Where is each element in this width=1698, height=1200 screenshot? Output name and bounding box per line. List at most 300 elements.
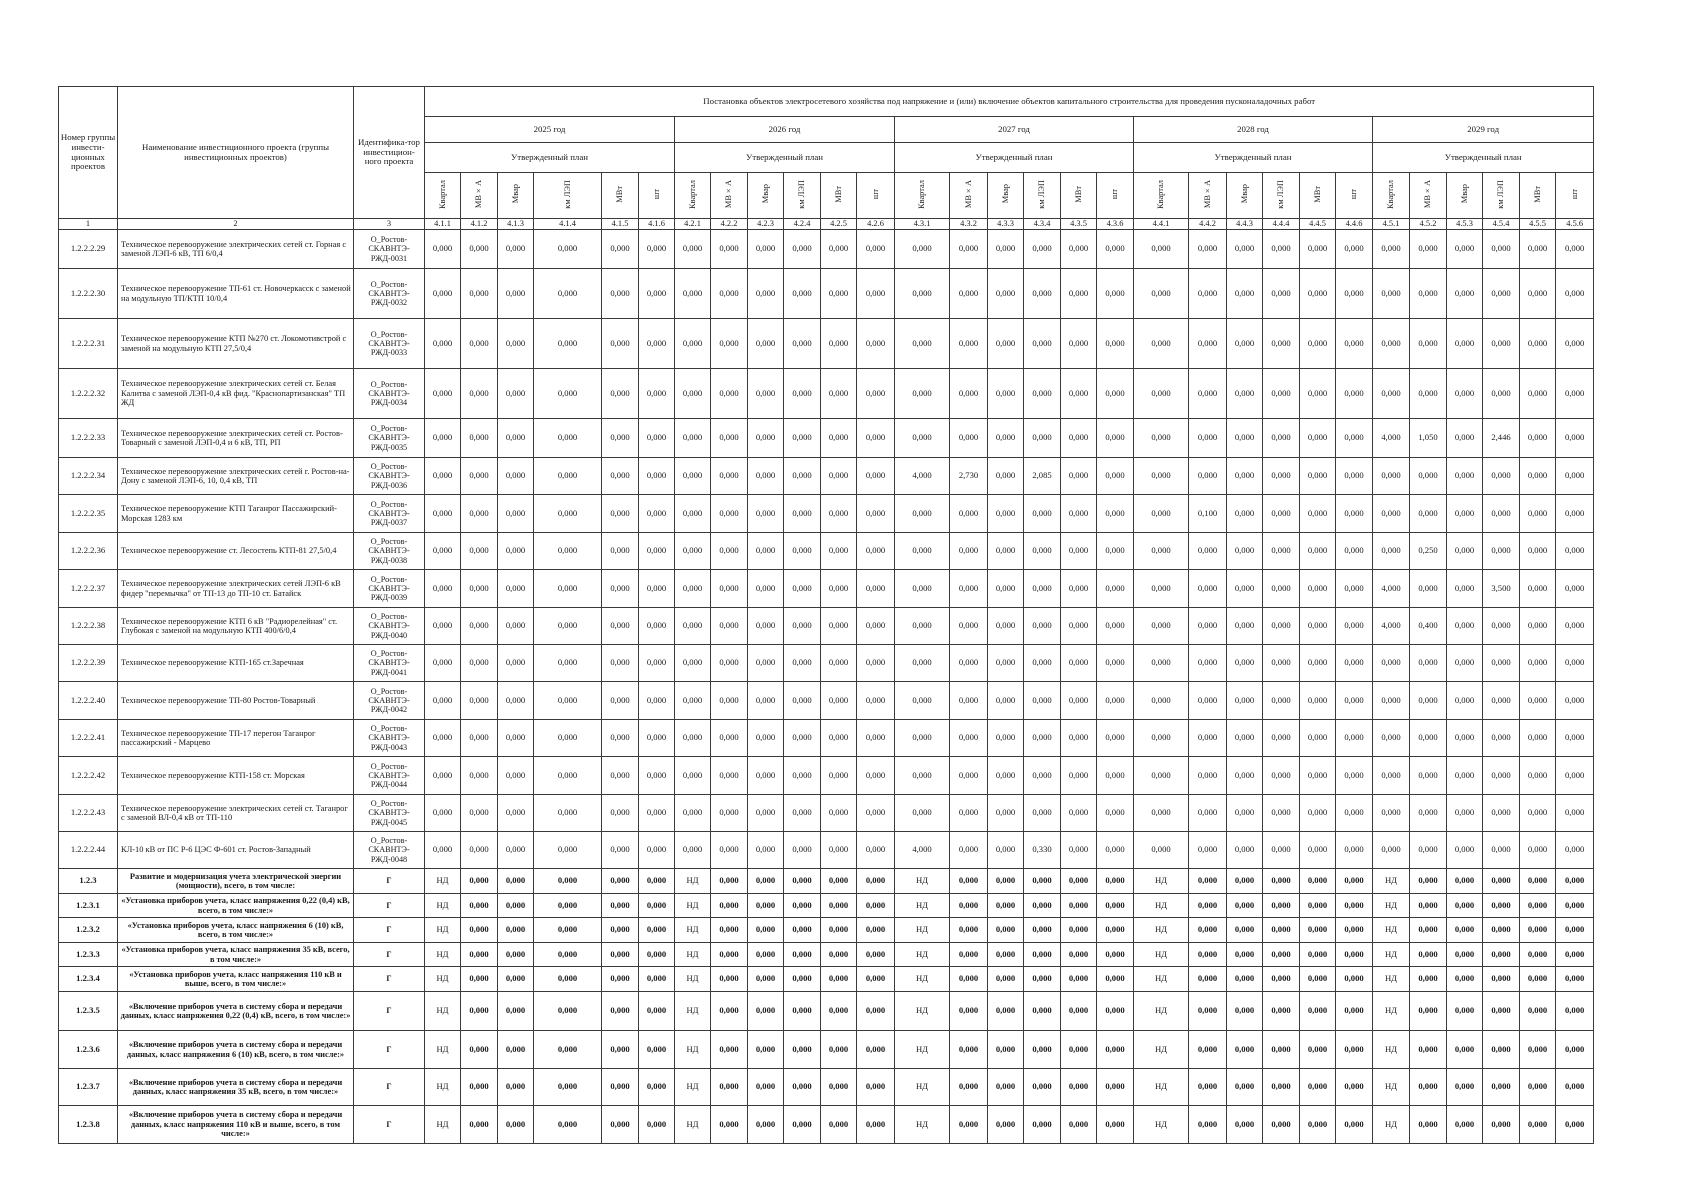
value-cell: 0,000: [1097, 894, 1134, 918]
value-cell: 0,000: [711, 533, 748, 570]
value-cell: 0,000: [1024, 869, 1061, 894]
value-cell: 0,000: [1300, 1031, 1336, 1069]
value-cell: 0,000: [988, 795, 1024, 832]
table-row: [59, 458, 1594, 495]
value-cell: 0,000: [1410, 869, 1447, 894]
value-cell: 0,000: [1447, 369, 1483, 419]
value-cell: 0,000: [1061, 570, 1097, 608]
value-cell: 0,000: [1373, 757, 1410, 795]
value-cell: 0,000: [1061, 918, 1097, 943]
value-cell: 0,000: [1024, 757, 1061, 795]
value-cell: 0,000: [1483, 230, 1520, 269]
value-cell: 0,000: [425, 795, 461, 832]
table-row: [59, 894, 1594, 918]
value-cell: 0,000: [821, 1031, 857, 1069]
row-number: 1.2.3.6: [59, 1031, 118, 1069]
value-cell: 0,000: [821, 992, 857, 1031]
value-cell: 0,000: [711, 419, 748, 458]
value-cell: 0,000: [534, 369, 602, 419]
value-cell: 0,000: [425, 682, 461, 720]
value-cell: 0,000: [461, 992, 498, 1031]
value-cell: 0,000: [988, 1106, 1024, 1144]
value-cell: 1,050: [1410, 419, 1447, 458]
value-cell: 0,000: [1097, 369, 1134, 419]
value-cell: 0,000: [534, 608, 602, 645]
value-cell: 0,000: [1336, 369, 1373, 419]
value-cell: 0,000: [1373, 319, 1410, 369]
value-cell: 0,000: [857, 720, 895, 757]
value-cell: НД: [425, 869, 461, 894]
value-cell: 0,000: [1024, 1106, 1061, 1144]
header-plan-label: Утвержденный план: [1373, 143, 1594, 173]
header-subcolumn: [1447, 173, 1483, 219]
value-cell: 0,000: [895, 682, 950, 720]
value-cell: 0,000: [1300, 757, 1336, 795]
value-cell: 0,000: [498, 570, 534, 608]
value-cell: 0,000: [1263, 795, 1300, 832]
value-cell: 0,000: [784, 682, 821, 720]
value-cell: 0,000: [1189, 608, 1227, 645]
value-cell: 0,000: [1227, 992, 1263, 1031]
value-cell: 0,000: [1097, 1069, 1134, 1106]
value-cell: 0,000: [602, 894, 639, 918]
header-subcolumn: [950, 173, 988, 219]
column-number: 4.4.5: [1300, 219, 1336, 230]
value-cell: НД: [675, 1069, 711, 1106]
value-cell: 0,000: [1263, 832, 1300, 869]
value-cell: 0,000: [784, 645, 821, 682]
value-cell: 0,000: [1483, 369, 1520, 419]
value-cell: 0,000: [711, 458, 748, 495]
value-cell: 0,000: [1556, 319, 1594, 369]
header-subcolumn: [1227, 173, 1263, 219]
value-cell: 0,000: [1263, 495, 1300, 533]
value-cell: 0,000: [950, 1031, 988, 1069]
value-cell: 0,000: [1556, 645, 1594, 682]
value-cell: 0,000: [1097, 645, 1134, 682]
value-cell: 0,000: [461, 967, 498, 992]
value-cell: 0,000: [1227, 894, 1263, 918]
value-cell: 0,000: [711, 918, 748, 943]
value-cell: 0,000: [1556, 419, 1594, 458]
value-cell: 0,000: [498, 269, 534, 319]
value-cell: 0,000: [602, 832, 639, 869]
value-cell: 0,000: [1373, 230, 1410, 269]
value-cell: 0,000: [498, 720, 534, 757]
header-subcolumn: [895, 173, 950, 219]
table-row: [59, 943, 1594, 967]
value-cell: 0,000: [1061, 533, 1097, 570]
table-row: [59, 645, 1594, 682]
value-cell: НД: [1134, 869, 1189, 894]
value-cell: 0,000: [988, 495, 1024, 533]
value-cell: 0,000: [1410, 757, 1447, 795]
value-cell: 0,000: [1061, 943, 1097, 967]
value-cell: НД: [425, 992, 461, 1031]
value-cell: 0,000: [1263, 943, 1300, 967]
row-identifier: Г: [354, 943, 425, 967]
value-cell: 0,000: [950, 869, 988, 894]
value-cell: 0,000: [1263, 458, 1300, 495]
row-number: 1.2.2.2.37: [59, 570, 118, 608]
value-cell: 0,000: [425, 230, 461, 269]
value-cell: 0,000: [821, 918, 857, 943]
value-cell: 0,000: [1024, 570, 1061, 608]
value-cell: 0,000: [461, 369, 498, 419]
value-cell: НД: [425, 1069, 461, 1106]
value-cell: 0,000: [425, 832, 461, 869]
header-subcolumn-label: шт: [870, 189, 880, 200]
value-cell: 0,000: [748, 533, 784, 570]
row-project-name: «Установка приборов учета, класс напряжения 35 кВ, всего, в том числе:»: [118, 943, 354, 967]
row-identifier: О_Ростов-СКАВНТЭ-РЖД-0031: [354, 230, 425, 269]
header-subcolumn: [1556, 173, 1594, 219]
value-cell: 0,000: [821, 943, 857, 967]
header-subcolumn-label: МВт: [833, 185, 843, 203]
value-cell: 0,000: [498, 795, 534, 832]
header-subcolumn-label: Квартал: [917, 179, 927, 209]
value-cell: 0,000: [534, 894, 602, 918]
value-cell: 0,000: [639, 1031, 675, 1069]
row-identifier: О_Ростов-СКАВНТЭ-РЖД-0033: [354, 319, 425, 369]
value-cell: 0,000: [1061, 894, 1097, 918]
value-cell: 0,000: [1061, 269, 1097, 319]
value-cell: 0,000: [1556, 832, 1594, 869]
value-cell: 0,000: [639, 645, 675, 682]
value-cell: 0,000: [748, 720, 784, 757]
value-cell: 0,000: [1227, 319, 1263, 369]
value-cell: НД: [675, 918, 711, 943]
value-cell: 0,000: [1189, 458, 1227, 495]
column-number: 4.4.1: [1134, 219, 1189, 230]
value-cell: 0,000: [1336, 608, 1373, 645]
row-identifier: Г: [354, 869, 425, 894]
value-cell: 0,000: [461, 943, 498, 967]
value-cell: 0,000: [821, 894, 857, 918]
value-cell: 0,000: [461, 533, 498, 570]
value-cell: 3,500: [1483, 570, 1520, 608]
value-cell: 0,000: [711, 645, 748, 682]
value-cell: 0,000: [425, 458, 461, 495]
column-number: 4.4.4: [1263, 219, 1300, 230]
column-number: 4.5.3: [1447, 219, 1483, 230]
value-cell: 0,000: [1263, 369, 1300, 419]
value-cell: 0,000: [1336, 419, 1373, 458]
value-cell: 0,000: [1134, 269, 1189, 319]
value-cell: 0,000: [675, 495, 711, 533]
value-cell: 0,000: [1483, 720, 1520, 757]
row-number: 1.2.2.2.38: [59, 608, 118, 645]
value-cell: 0,000: [602, 1106, 639, 1144]
value-cell: 0,000: [1336, 533, 1373, 570]
row-number: 1.2.2.2.33: [59, 419, 118, 458]
value-cell: 0,000: [425, 269, 461, 319]
value-cell: 0,000: [534, 992, 602, 1031]
value-cell: 0,000: [602, 795, 639, 832]
row-project-name: «Включение приборов учета в систему сбора и передачи данных, класс напряжения 6 (10) кВ, всего, в том числе:»: [118, 1031, 354, 1069]
value-cell: 0,000: [1520, 918, 1556, 943]
value-cell: 0,000: [498, 1069, 534, 1106]
value-cell: 0,000: [1097, 1031, 1134, 1069]
value-cell: 0,000: [1520, 943, 1556, 967]
row-project-name: Техническое перевооружение электрических сетей ст. Таганрог с заменой ВЛ-0,4 кВ от ТП-110: [118, 795, 354, 832]
value-cell: 0,000: [461, 918, 498, 943]
value-cell: 0,000: [1447, 419, 1483, 458]
value-cell: 0,000: [1373, 795, 1410, 832]
value-cell: 0,000: [711, 495, 748, 533]
table-row: [59, 869, 1594, 894]
value-cell: 0,000: [534, 533, 602, 570]
value-cell: 0,000: [950, 495, 988, 533]
value-cell: 0,000: [784, 533, 821, 570]
value-cell: 0,000: [1097, 1106, 1134, 1144]
value-cell: 0,000: [1520, 533, 1556, 570]
row-identifier: Г: [354, 1106, 425, 1144]
row-identifier: О_Ростов-СКАВНТЭ-РЖД-0036: [354, 458, 425, 495]
header-subcolumn-label: км ЛЭП: [1496, 179, 1506, 209]
header-subcolumn: [1024, 173, 1061, 219]
value-cell: 0,000: [1447, 230, 1483, 269]
value-cell: 4,000: [1373, 570, 1410, 608]
header-year-2: 2026 год: [675, 117, 895, 143]
value-cell: 0,000: [784, 419, 821, 458]
value-cell: 0,000: [1227, 269, 1263, 319]
value-cell: 0,000: [1447, 1106, 1483, 1144]
table-row: [59, 757, 1594, 795]
value-cell: 0,000: [1300, 1106, 1336, 1144]
value-cell: 0,000: [1189, 419, 1227, 458]
value-cell: 0,000: [1373, 682, 1410, 720]
value-cell: 0,000: [534, 269, 602, 319]
header-subcolumn-label: МВт: [1532, 185, 1542, 203]
value-cell: 0,000: [1520, 1069, 1556, 1106]
value-cell: 0,000: [461, 832, 498, 869]
value-cell: 0,000: [711, 992, 748, 1031]
value-cell: 0,000: [784, 230, 821, 269]
value-cell: 0,000: [639, 967, 675, 992]
value-cell: 0,000: [1134, 645, 1189, 682]
value-cell: 0,000: [784, 319, 821, 369]
value-cell: 0,000: [1447, 894, 1483, 918]
value-cell: 0,000: [1483, 967, 1520, 992]
row-number: 1.2.2.2.40: [59, 682, 118, 720]
value-cell: 0,000: [675, 570, 711, 608]
row-number: 1.2.2.2.43: [59, 795, 118, 832]
value-cell: НД: [1134, 1106, 1189, 1144]
value-cell: 0,000: [748, 458, 784, 495]
value-cell: 0,000: [639, 419, 675, 458]
value-cell: НД: [1134, 1031, 1189, 1069]
value-cell: 0,000: [1227, 1031, 1263, 1069]
value-cell: 0,000: [534, 458, 602, 495]
header-plan-label: Утвержденный план: [675, 143, 895, 173]
value-cell: 0,000: [602, 419, 639, 458]
column-number: 4.3.1: [895, 219, 950, 230]
value-cell: 0,000: [1373, 832, 1410, 869]
value-cell: 0,000: [950, 795, 988, 832]
value-cell: 0,000: [498, 645, 534, 682]
value-cell: НД: [425, 1031, 461, 1069]
value-cell: 0,000: [1300, 495, 1336, 533]
value-cell: 0,000: [784, 720, 821, 757]
value-cell: 0,000: [950, 720, 988, 757]
value-cell: 0,000: [498, 608, 534, 645]
value-cell: 0,000: [498, 458, 534, 495]
value-cell: 0,000: [602, 608, 639, 645]
value-cell: 0,000: [1483, 869, 1520, 894]
column-number: 4.3.6: [1097, 219, 1134, 230]
value-cell: 0,000: [1024, 645, 1061, 682]
value-cell: 0,000: [461, 645, 498, 682]
value-cell: 0,000: [1227, 645, 1263, 682]
header-subcolumn-label: Мвар: [760, 184, 770, 204]
value-cell: 0,000: [1556, 918, 1594, 943]
value-cell: 0,000: [1336, 894, 1373, 918]
value-cell: 0,000: [1336, 645, 1373, 682]
value-cell: 0,000: [461, 720, 498, 757]
value-cell: 0,000: [639, 682, 675, 720]
value-cell: 0,000: [1263, 419, 1300, 458]
value-cell: 0,000: [1134, 458, 1189, 495]
value-cell: 0,000: [988, 682, 1024, 720]
value-cell: 0,000: [534, 832, 602, 869]
value-cell: 0,000: [1556, 795, 1594, 832]
value-cell: 0,000: [1134, 757, 1189, 795]
value-cell: 0,000: [748, 757, 784, 795]
value-cell: 0,000: [988, 918, 1024, 943]
header-subcolumn: [711, 173, 748, 219]
value-cell: 0,000: [1483, 645, 1520, 682]
value-cell: 2,730: [950, 458, 988, 495]
value-cell: 0,000: [1483, 1106, 1520, 1144]
value-cell: 0,000: [534, 1069, 602, 1106]
value-cell: 0,000: [950, 757, 988, 795]
value-cell: 0,000: [1300, 795, 1336, 832]
value-cell: 0,000: [1189, 757, 1227, 795]
value-cell: 0,000: [1189, 720, 1227, 757]
column-number: 4.5.1: [1373, 219, 1410, 230]
value-cell: 0,000: [895, 369, 950, 419]
value-cell: 0,000: [1556, 682, 1594, 720]
value-cell: 0,000: [1024, 230, 1061, 269]
value-cell: 0,000: [1300, 1069, 1336, 1106]
value-cell: 0,000: [534, 319, 602, 369]
header-subcolumn: [534, 173, 602, 219]
value-cell: 0,000: [461, 682, 498, 720]
value-cell: 0,000: [1061, 1069, 1097, 1106]
value-cell: 0,000: [1227, 918, 1263, 943]
value-cell: 0,000: [425, 720, 461, 757]
value-cell: 0,000: [534, 682, 602, 720]
value-cell: 0,000: [639, 720, 675, 757]
value-cell: 0,000: [748, 869, 784, 894]
value-cell: 0,000: [1189, 795, 1227, 832]
row-identifier: О_Ростов-СКАВНТЭ-РЖД-0042: [354, 682, 425, 720]
column-number: 4.1.5: [602, 219, 639, 230]
value-cell: 0,000: [1189, 230, 1227, 269]
row-number: 1.2.3.7: [59, 1069, 118, 1106]
value-cell: 0,000: [602, 645, 639, 682]
row-project-name: Техническое перевооружение электрических сетей ст. Ростов-Товарный с заменой ЛЭП-0,4 и 6 кВ, ТП, РП: [118, 419, 354, 458]
value-cell: 0,000: [895, 720, 950, 757]
value-cell: 0,000: [639, 458, 675, 495]
value-cell: 0,000: [857, 608, 895, 645]
value-cell: 0,000: [784, 943, 821, 967]
value-cell: 0,000: [711, 608, 748, 645]
value-cell: 0,000: [1263, 682, 1300, 720]
value-cell: 0,000: [711, 832, 748, 869]
value-cell: 0,000: [461, 894, 498, 918]
value-cell: 0,000: [857, 832, 895, 869]
value-cell: 0,000: [784, 608, 821, 645]
value-cell: НД: [1373, 1106, 1410, 1144]
value-cell: 0,000: [1263, 757, 1300, 795]
value-cell: 0,000: [1134, 682, 1189, 720]
value-cell: 0,000: [950, 570, 988, 608]
value-cell: 0,000: [1024, 495, 1061, 533]
column-number: 4.2.1: [675, 219, 711, 230]
value-cell: 0,000: [1097, 533, 1134, 570]
value-cell: 0,000: [1024, 795, 1061, 832]
value-cell: 0,330: [1024, 832, 1061, 869]
value-cell: 0,000: [748, 918, 784, 943]
value-cell: 0,000: [1134, 495, 1189, 533]
value-cell: 0,000: [1336, 918, 1373, 943]
value-cell: 0,000: [1483, 832, 1520, 869]
value-cell: 0,000: [1263, 894, 1300, 918]
value-cell: НД: [895, 943, 950, 967]
header-subcolumn-label: Мвар: [1239, 184, 1249, 204]
value-cell: 0,000: [950, 918, 988, 943]
row-number: 1.2.3.2: [59, 918, 118, 943]
value-cell: 0,000: [1410, 645, 1447, 682]
value-cell: 0,000: [1134, 795, 1189, 832]
row-project-name: Техническое перевооружение КТП Таганрог Пассажирский- Морская 1283 км: [118, 495, 354, 533]
row-number: 1.2.2.2.36: [59, 533, 118, 570]
value-cell: 0,000: [1520, 645, 1556, 682]
value-cell: НД: [895, 992, 950, 1031]
value-cell: 0,000: [1134, 832, 1189, 869]
value-cell: 0,000: [988, 608, 1024, 645]
column-number: 3: [354, 219, 425, 230]
row-number: 1.2.3.1: [59, 894, 118, 918]
value-cell: 0,000: [602, 570, 639, 608]
row-identifier: Г: [354, 1031, 425, 1069]
value-cell: 0,000: [1097, 230, 1134, 269]
table-row: [59, 832, 1594, 869]
value-cell: 0,000: [1227, 682, 1263, 720]
value-cell: НД: [895, 967, 950, 992]
value-cell: 0,000: [461, 757, 498, 795]
header-subcolumn-label: МВт: [615, 185, 625, 203]
value-cell: 0,000: [1300, 682, 1336, 720]
row-project-name: Техническое перевооружение электрических сетей ст. Белая Калитва с заменой ЛЭП-0,4 кВ фид. "Краснопартизанская" ТП ЖД: [118, 369, 354, 419]
value-cell: НД: [1134, 1069, 1189, 1106]
header-subcolumn: [1336, 173, 1373, 219]
value-cell: 0,000: [821, 269, 857, 319]
value-cell: 0,000: [821, 369, 857, 419]
header-subcolumn: [821, 173, 857, 219]
value-cell: 0,000: [950, 369, 988, 419]
header-subcolumn-label: км ЛЭП: [797, 179, 807, 209]
value-cell: 0,000: [461, 795, 498, 832]
value-cell: 0,000: [534, 795, 602, 832]
value-cell: 0,000: [1227, 943, 1263, 967]
value-cell: 0,000: [1556, 894, 1594, 918]
value-cell: НД: [1134, 992, 1189, 1031]
value-cell: НД: [675, 943, 711, 967]
value-cell: 0,000: [602, 230, 639, 269]
